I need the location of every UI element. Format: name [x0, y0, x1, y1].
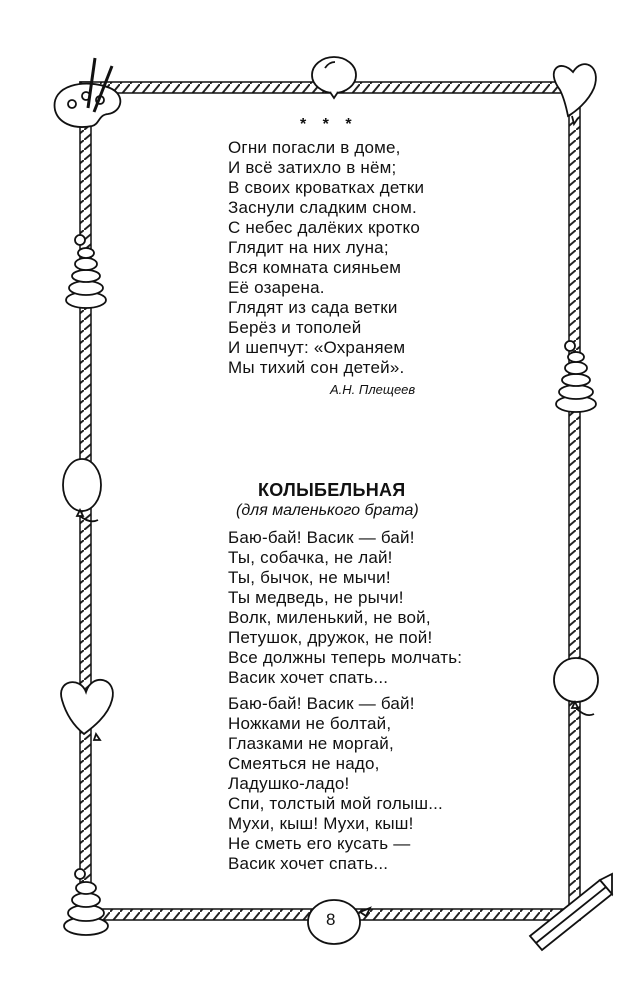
poem-2-stanza-2	[228, 694, 528, 874]
poem-line: Заснули сладким сном.	[228, 198, 417, 217]
poem-line: Не сметь его кусать —	[228, 834, 411, 853]
poem-line: Ты медведь, не рычи!	[228, 588, 404, 607]
frame-right	[569, 82, 580, 920]
poem-line: Смеяться не надо,	[228, 754, 380, 773]
balloon-icon	[554, 658, 598, 715]
poem-line: Мы тихий сон детей».	[228, 358, 405, 377]
balloon-icon	[308, 900, 370, 944]
poem-title: КОЛЫБЕЛЬНАЯ	[258, 480, 406, 500]
poem-line: Огни погасли в доме,	[228, 138, 401, 157]
poem-line: Васик хочет спать...	[228, 668, 389, 687]
poem-line: Глядят из сада ветки	[228, 298, 398, 317]
poem-line: Ты, бычок, не мычи!	[228, 568, 391, 587]
poem-1	[228, 138, 528, 378]
poem-line: В своих кроватках детки	[228, 178, 425, 197]
poem-line: Спи, толстый мой голыш...	[228, 794, 443, 813]
poem-line: Глядит на них луна;	[228, 238, 389, 257]
poem-line: Волк, миленький, не вой,	[228, 608, 431, 627]
poem-line: И всё затихло в нём;	[228, 158, 397, 177]
poem-line: Петушок, дружок, не пой!	[228, 628, 433, 647]
poem-author: А.Н. Плещеев	[330, 382, 416, 397]
poem-line: Глазками не моргай,	[228, 734, 394, 753]
heart-balloon-icon	[61, 680, 113, 740]
poem-line: Мухи, кыш! Мухи, кыш!	[228, 814, 414, 833]
poem-line: Вся комната сияньем	[228, 258, 402, 277]
poem-line: Баю-бай! Васик — бай!	[228, 694, 415, 713]
poem-line: Берёз и тополей	[228, 318, 362, 337]
palette-icon	[55, 58, 121, 127]
poem-line: И шепчут: «Охраняем	[228, 338, 406, 357]
poem-line: Баю-бай! Васик — бай!	[228, 528, 415, 547]
poem-line: Ты, собачка, не лай!	[228, 548, 393, 567]
poem-line: Ладушко-ладо!	[228, 774, 350, 793]
section-separator: * * *	[300, 116, 358, 133]
pyramid-toy-icon	[556, 341, 596, 412]
poem-line: Её озарена.	[228, 278, 325, 297]
page-number: 8	[326, 910, 336, 929]
poem-line: С небес далёких кротко	[228, 218, 421, 237]
poem-subtitle: (для маленького брата)	[236, 502, 419, 519]
poem-line: Васик хочет спать...	[228, 854, 389, 873]
poem-2-stanza-1	[228, 528, 528, 688]
poem-line: Все должны теперь молчать:	[228, 648, 463, 667]
poem-line: Ножками не болтай,	[228, 714, 392, 733]
